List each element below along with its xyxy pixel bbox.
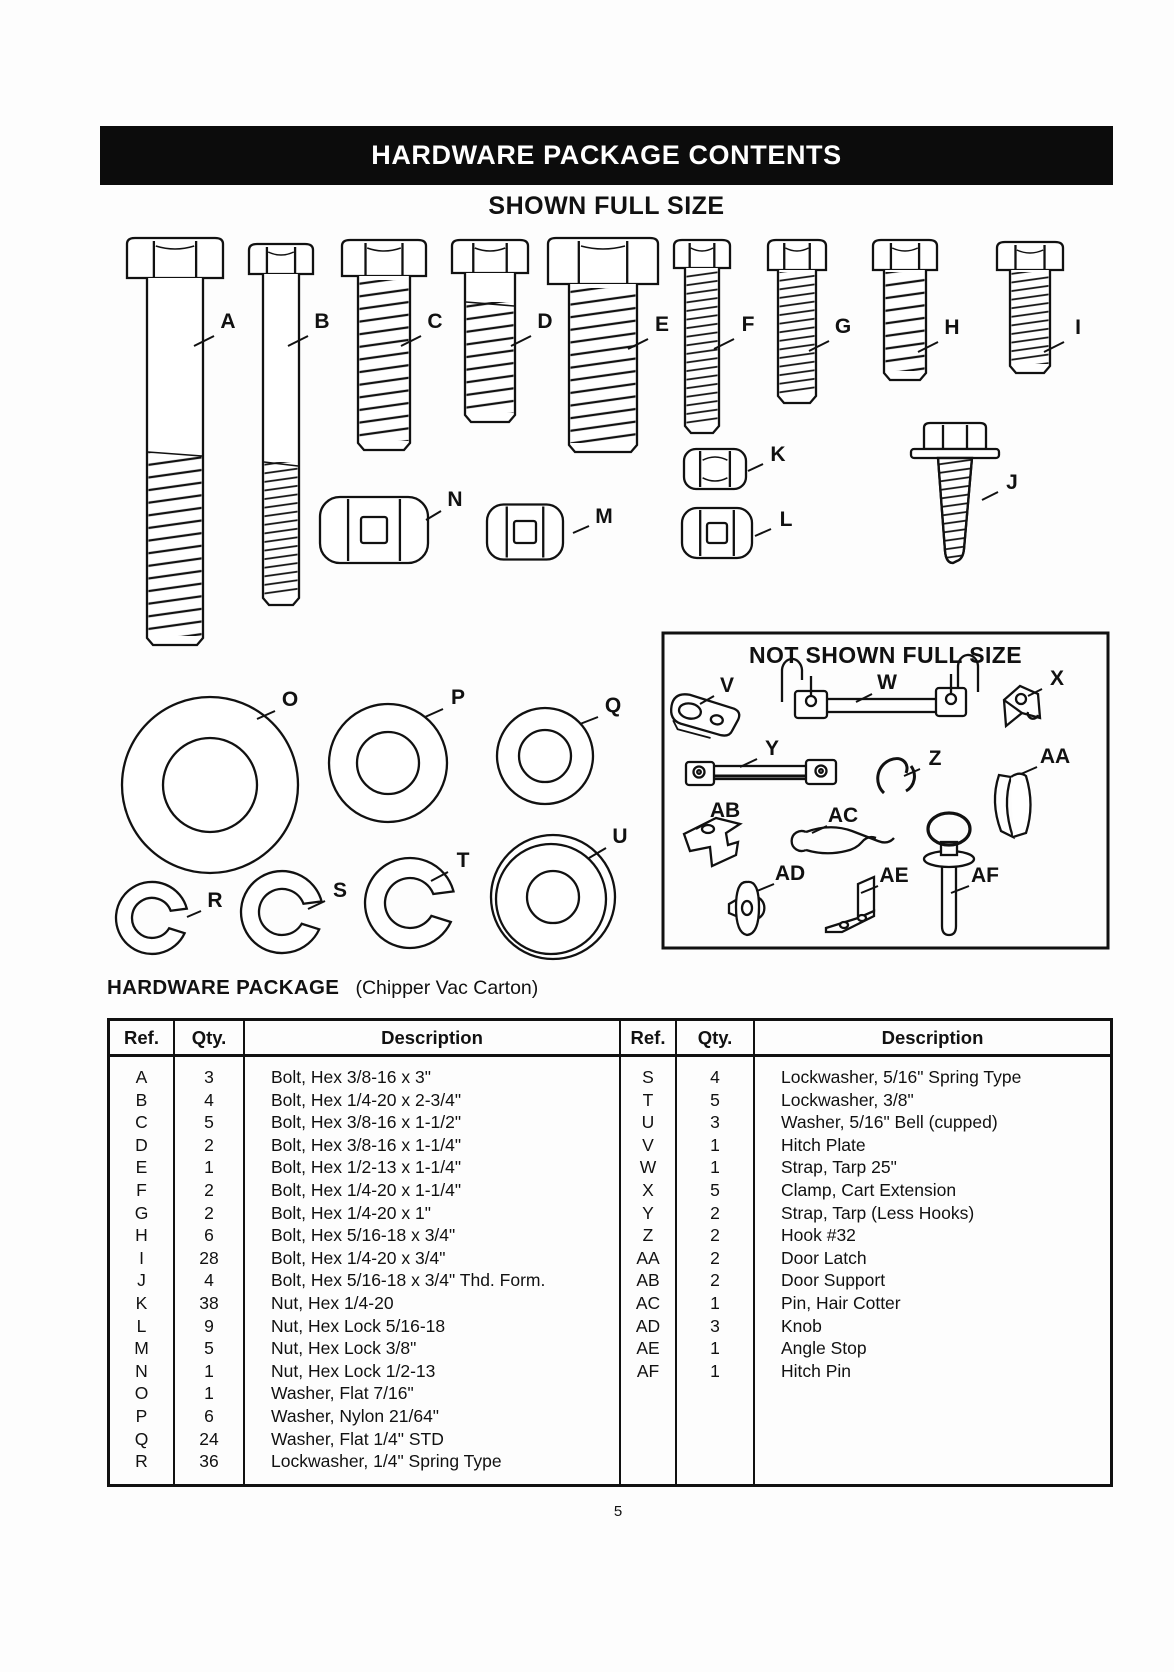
table-cell-ref: X: [642, 1179, 654, 1200]
table-cell-desc: Bolt, Hex 3/8-16 x 1-1/2": [271, 1112, 462, 1133]
label-AB: AB: [709, 799, 741, 822]
table-cell-qty: 1: [204, 1157, 214, 1178]
page-number: 5: [613, 1503, 623, 1520]
label-AA: AA: [1039, 745, 1071, 768]
bolt-E-illustration: [548, 238, 658, 452]
label-O: O: [281, 688, 299, 711]
table-column-desc-left: [245, 1057, 621, 1484]
label-H: H: [944, 316, 960, 339]
hitch-plate-illustration: [667, 692, 741, 742]
table-cell-desc: Bolt, Hex 5/16-18 x 3/4": [271, 1225, 456, 1246]
table-cell-desc: Lockwasher, 5/16" Spring Type: [781, 1067, 1022, 1087]
table-cell-qty: 1: [710, 1157, 720, 1178]
door-latch-illustration: [995, 774, 1031, 837]
table-cell-ref: AA: [636, 1247, 660, 1268]
label-L: L: [779, 508, 793, 531]
table-cell-ref: Z: [642, 1225, 654, 1246]
label-A: A: [220, 310, 236, 333]
table-cell-qty: 4: [710, 1067, 720, 1087]
label-I: I: [1075, 316, 1081, 339]
bolt-B-illustration: [249, 244, 313, 605]
table-cell-ref: AF: [636, 1360, 660, 1381]
table-cell-ref: AB: [636, 1270, 660, 1291]
table-cell-qty: 2: [204, 1179, 214, 1200]
label-F: F: [741, 313, 755, 336]
section-heading-normal: (Chipper Vac Carton): [355, 977, 539, 999]
label-B: B: [314, 310, 330, 333]
table-cell-desc: Bolt, Hex 1/4-20 x 2-3/4": [271, 1089, 462, 1110]
table-cell-qty: 5: [204, 1112, 214, 1133]
bolt-G-illustration: [768, 240, 826, 403]
table-cell-ref: I: [139, 1247, 144, 1268]
table-cell-desc: Washer, 5/16" Bell (cupped): [781, 1112, 998, 1133]
leader-line-J: [982, 492, 998, 500]
table-cell-qty: 1: [710, 1134, 720, 1155]
label-W: W: [877, 671, 897, 694]
hook-32-illustration: [878, 759, 915, 793]
table-cell-qty: 2: [710, 1270, 720, 1291]
table-cell-qty: 2: [710, 1202, 720, 1223]
door-support-illustration: [684, 818, 740, 866]
table-cell-desc: Nut, Hex Lock 1/2-13: [271, 1360, 436, 1381]
label-U: U: [612, 825, 628, 848]
table-column-qty-left: [175, 1057, 245, 1484]
table-cell-desc: Bolt, Hex 1/2-13 x 1-1/4": [271, 1157, 462, 1178]
table-cell-ref: J: [137, 1270, 146, 1291]
table-cell-desc: Nut, Hex 1/4-20: [271, 1292, 394, 1313]
label-M: M: [595, 505, 613, 528]
table-cell-desc: Washer, Flat 7/16": [271, 1383, 414, 1404]
table-cell-ref: A: [135, 1067, 148, 1087]
label-Z: Z: [928, 747, 942, 770]
table-cell-qty: 36: [199, 1451, 219, 1472]
table-cell-ref: Y: [642, 1202, 654, 1223]
table-cell-qty: 3: [710, 1112, 720, 1133]
table-cell-desc: Lockwasher, 1/4" Spring Type: [271, 1451, 502, 1472]
table-column-ref-left: [110, 1057, 175, 1484]
table-cell-ref: E: [135, 1157, 148, 1178]
table-cell-desc: Nut, Hex Lock 5/16-18: [271, 1315, 446, 1336]
section-heading: [107, 976, 538, 1000]
leader-line-M: [573, 526, 589, 533]
col-header-desc-left: Description: [245, 1021, 621, 1057]
table-cell-ref: W: [639, 1157, 657, 1178]
table-cell-qty: 3: [204, 1067, 214, 1087]
col-header-desc-right: Description: [755, 1021, 1110, 1057]
bolt-H-illustration: [873, 240, 937, 380]
leader-line-AD: [757, 884, 774, 891]
section-heading-bold: HARDWARE PACKAGE: [107, 976, 340, 999]
washer-O-illustration: [122, 697, 298, 873]
leader-line-K: [748, 464, 763, 471]
nut-N-illustration: [320, 497, 428, 563]
label-P: P: [450, 686, 466, 709]
table-cell-qty: 4: [204, 1089, 214, 1110]
label-AC: AC: [827, 804, 859, 827]
label-AD: AD: [774, 862, 806, 885]
hardware-table: [107, 1018, 1113, 1487]
table-cell-qty: 3: [710, 1315, 720, 1336]
col-header-qty-right: Qty.: [677, 1021, 755, 1057]
leader-line-Q: [580, 717, 598, 724]
table-cell-qty: 1: [710, 1338, 720, 1359]
table-cell-desc: Bolt, Hex 3/8-16 x 3": [271, 1067, 431, 1087]
table-cell-desc: Bolt, Hex 3/8-16 x 1-1/4": [271, 1134, 462, 1155]
table-cell-ref: F: [136, 1179, 147, 1200]
table-cell-qty: 1: [710, 1360, 720, 1381]
table-cell-ref: AE: [636, 1338, 660, 1359]
bolt-J-illustration: [911, 423, 999, 563]
table-cell-ref: D: [135, 1134, 148, 1155]
table-cell-desc: Bolt, Hex 1/4-20 x 3/4": [271, 1247, 446, 1268]
hitch-pin-illustration: [924, 813, 974, 935]
table-cell-ref: S: [642, 1067, 654, 1087]
table-cell-desc: Bolt, Hex 1/4-20 x 1-1/4": [271, 1179, 462, 1200]
label-R: R: [207, 889, 223, 912]
label-Q: Q: [604, 694, 622, 717]
bolt-D-illustration: [452, 240, 528, 422]
table-cell-desc: Knob: [781, 1315, 822, 1336]
table-cell-qty: 4: [204, 1270, 214, 1291]
table-cell-ref: N: [135, 1360, 148, 1381]
label-G: G: [834, 315, 852, 338]
label-AE: AE: [879, 864, 909, 887]
table-cell-desc: Strap, Tarp (Less Hooks): [781, 1202, 975, 1223]
table-cell-qty: 2: [204, 1202, 214, 1223]
table-cell-desc: Door Support: [781, 1270, 886, 1291]
label-AF: AF: [971, 864, 999, 887]
table-cell-ref: Q: [134, 1428, 149, 1449]
table-cell-ref: V: [642, 1134, 654, 1155]
leader-line-R: [187, 911, 201, 917]
table-cell-qty: 5: [710, 1089, 720, 1110]
table-cell-ref: AC: [635, 1292, 661, 1313]
table-cell-ref: H: [135, 1225, 148, 1246]
washer-Q-illustration: [497, 708, 593, 804]
table-cell-qty: 2: [710, 1247, 720, 1268]
table-cell-ref: M: [134, 1338, 149, 1359]
table-cell-desc: Washer, Flat 1/4" STD: [271, 1428, 444, 1449]
table-cell-desc: Washer, Nylon 21/64": [271, 1405, 440, 1426]
table-cell-desc: Door Latch: [781, 1247, 867, 1268]
angle-stop-illustration: [826, 877, 874, 932]
table-cell-qty: 9: [204, 1315, 214, 1336]
table-cell-qty: 1: [204, 1383, 214, 1404]
label-K: K: [770, 443, 786, 466]
shown-full-size-heading: SHOWN FULL SIZE: [488, 192, 725, 220]
label-E: E: [654, 313, 670, 336]
table-column-qty-right: [677, 1057, 755, 1484]
table-cell-qty: 1: [204, 1360, 214, 1381]
table-cell-desc: Nut, Hex Lock 3/8": [271, 1338, 417, 1359]
lockwasher-R-illustration: [116, 882, 187, 954]
table-cell-ref: P: [135, 1405, 148, 1426]
table-cell-desc: Hook #32: [781, 1225, 856, 1246]
table-cell-ref: U: [641, 1112, 655, 1133]
not-shown-full-size-heading: NOT SHOWN FULL SIZE: [749, 642, 1022, 668]
lockwasher-T-illustration: [365, 858, 453, 948]
col-header-ref-left: Ref.: [110, 1021, 175, 1057]
table-cell-qty: 1: [710, 1292, 720, 1313]
hair-cotter-pin-illustration: [792, 827, 894, 853]
table-cell-qty: 28: [199, 1247, 219, 1268]
table-cell-qty: 6: [204, 1405, 214, 1426]
table-cell-desc: Bolt, Hex 5/16-18 x 3/4" Thd. Form.: [271, 1270, 546, 1291]
table-cell-ref: G: [134, 1202, 149, 1223]
table-cell-qty: 2: [710, 1225, 720, 1246]
nut-M-illustration: [487, 505, 563, 560]
table-cell-ref: B: [135, 1089, 148, 1110]
bolt-A-illustration: [127, 238, 223, 645]
table-cell-ref: AD: [635, 1315, 661, 1336]
table-cell-desc: Strap, Tarp 25": [781, 1157, 897, 1178]
table-column-desc-right: [755, 1057, 1110, 1484]
col-header-qty-left: Qty.: [175, 1021, 245, 1057]
table-cell-qty: 38: [199, 1292, 219, 1313]
leader-line-L: [755, 529, 771, 536]
bolt-F-illustration: [674, 240, 730, 433]
table-cell-qty: 2: [204, 1134, 214, 1155]
leader-line-AA: [1021, 767, 1037, 774]
table-cell-desc: Lockwasher, 3/8": [781, 1089, 914, 1110]
table-cell-qty: 5: [204, 1338, 214, 1359]
page-title: HARDWARE PACKAGE CONTENTS: [371, 140, 842, 170]
label-X: X: [1049, 667, 1065, 690]
table-cell-ref: L: [136, 1315, 147, 1336]
tarp-strap-illustration: [686, 760, 836, 785]
col-header-ref-right: Ref.: [621, 1021, 677, 1057]
table-cell-desc: Angle Stop: [781, 1338, 867, 1359]
table-cell-desc: Hitch Pin: [781, 1360, 852, 1381]
table-cell-ref: K: [135, 1292, 148, 1313]
label-C: C: [427, 310, 443, 333]
table-cell-ref: C: [135, 1112, 148, 1133]
table-cell-desc: Pin, Hair Cotter: [781, 1292, 901, 1313]
table-cell-qty: 24: [199, 1428, 219, 1449]
table-cell-desc: Hitch Plate: [781, 1134, 866, 1155]
label-T: T: [456, 849, 470, 872]
label-Y: Y: [764, 737, 780, 760]
table-cell-qty: 5: [710, 1179, 720, 1200]
bolt-C-illustration: [342, 240, 426, 450]
label-J: J: [1006, 471, 1018, 494]
table-column-ref-right: [621, 1057, 677, 1484]
table-cell-qty: 6: [204, 1225, 214, 1246]
bolt-I-illustration: [997, 242, 1063, 373]
label-V: V: [719, 674, 735, 697]
lockwasher-S-illustration: [241, 871, 322, 953]
table-cell-ref: O: [134, 1383, 149, 1404]
washer-P-illustration: [329, 704, 447, 822]
table-cell-desc: Clamp, Cart Extension: [781, 1179, 957, 1200]
leader-line-P: [425, 709, 443, 717]
nut-K-illustration: [684, 449, 746, 489]
table-cell-desc: Bolt, Hex 1/4-20 x 1": [271, 1202, 431, 1223]
header-bar: [100, 126, 1113, 185]
label-S: S: [332, 879, 348, 902]
label-N: N: [447, 488, 463, 511]
table-cell-ref: T: [642, 1089, 654, 1110]
label-D: D: [537, 310, 553, 333]
table-cell-ref: R: [135, 1451, 148, 1472]
nut-L-illustration: [682, 508, 752, 558]
